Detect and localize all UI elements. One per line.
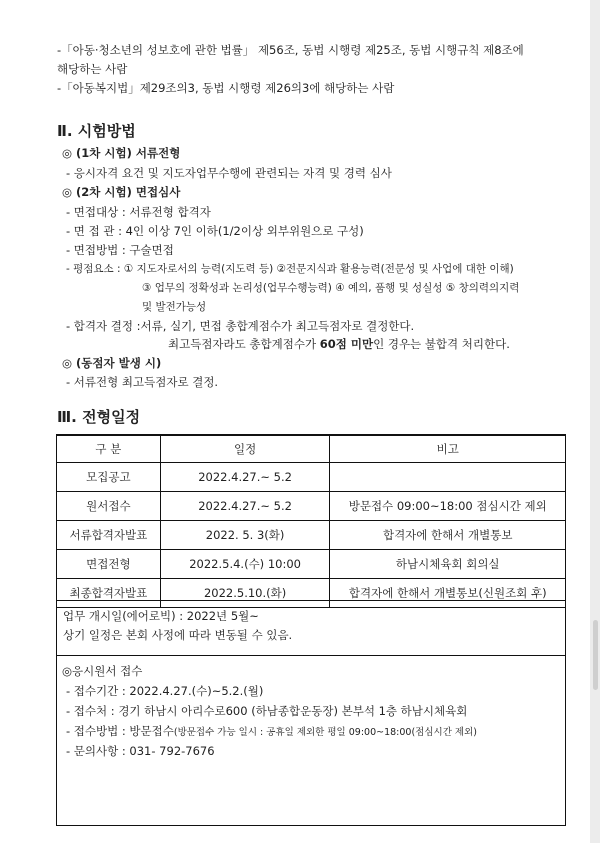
- schedule-notes-box: [56, 600, 566, 656]
- round1-description: - 응시자격 요건 및 지도자업무수행에 관련되는 자격 및 경력 심사: [66, 166, 392, 180]
- section-3-title: Ⅲ. 전형일정: [57, 408, 141, 426]
- application-method-label: - 접수방법 : 방문접수: [66, 724, 174, 738]
- tie-description: - 서류전형 최고득점자로 결정.: [66, 375, 219, 389]
- row-date: 2022.4.27.~ 5.2: [160, 463, 330, 492]
- interview-panel: - 면 접 관 : 4인 이상 7인 이하(1/2이상 외부위원으로 구성): [66, 224, 364, 238]
- schedule-change-note: 상기 일정은 본회 사정에 따라 변동될 수 있음.: [63, 628, 293, 642]
- header-stage: 구 분: [57, 435, 161, 463]
- round1-title: ◎ (1차 시험) 서류전형: [62, 146, 181, 160]
- row-date: 2022.5.10.(화): [160, 579, 330, 608]
- application-place: - 접수처 : 경기 하남시 아리수로600 (하남종합운동장) 본부석 1층 하남시체육회: [66, 704, 468, 718]
- application-method: [66, 724, 477, 740]
- table-row: [57, 492, 566, 521]
- work-start-date: 업무 개시일(에어로빅) : 2022년 5월~: [63, 609, 259, 623]
- decision-threshold: 60점 미만: [319, 337, 374, 351]
- eligibility-line-2: 해당하는 사람: [57, 62, 128, 76]
- row-note: 합격자에 한해서 개별통보(신원조회 후): [330, 579, 566, 608]
- scrollbar-thumb[interactable]: [593, 620, 598, 690]
- row-date: 2022.4.27.~ 5.2: [160, 492, 330, 521]
- decision-pre: 최고득점자라도 총합계점수가: [168, 337, 320, 351]
- row-stage: 서류합격자발표: [57, 521, 161, 550]
- table-row: [57, 550, 566, 579]
- row-note: 방문접수 09:00~18:00 점심시간 제외: [330, 492, 566, 521]
- header-date: 일정: [160, 435, 330, 463]
- row-stage: 모집공고: [57, 463, 161, 492]
- round2-title: ◎ (2차 시험) 면접심사: [62, 185, 181, 199]
- eligibility-line-1: -「아동·청소년의 성보호에 관한 법률」 제56조, 동법 시행령 제25조, 동법 시행규칙 제8조에: [57, 43, 524, 57]
- row-stage: 최종합격자발표: [57, 579, 161, 608]
- eligibility-line-3: -「아동복지법」제29조의3, 동법 시행령 제26의3에 해당하는 사람: [57, 81, 395, 95]
- decision-line-1: - 합격자 결정 :서류, 실기, 면접 총합계점수가 최고득점자로 결정한다.: [66, 319, 415, 333]
- interview-target: - 면접대상 : 서류전형 합격자: [66, 205, 211, 219]
- criteria-line-3: 및 발전가능성: [142, 301, 207, 313]
- schedule-table: [56, 434, 566, 608]
- header-note: 비고: [330, 435, 566, 463]
- application-box: [56, 655, 566, 826]
- row-note: 하남시체육회 회의실: [330, 550, 566, 579]
- section-2-title: Ⅱ. 시험방법: [57, 122, 136, 140]
- row-stage: 면접전형: [57, 550, 161, 579]
- table-header-row: [57, 435, 566, 463]
- application-title: ◎응시원서 접수: [62, 664, 143, 678]
- table-row: [57, 521, 566, 550]
- application-contact: - 문의사항 : 031- 792-7676: [66, 744, 215, 758]
- row-note: [330, 463, 566, 492]
- application-method-detail: (방문접수 가능 일시 : 공휴일 제외한 평일 09:00~18:00(점심시간 제외): [173, 727, 477, 738]
- decision-post: 인 경우는 불합격 처리한다.: [373, 337, 510, 351]
- decision-line-2: [168, 337, 510, 352]
- interview-method: - 면접방법 : 구술면접: [66, 243, 174, 257]
- row-note: 합격자에 한해서 개별통보: [330, 521, 566, 550]
- criteria-line-1: - 평점요소 : ① 지도자로서의 능력(지도력 등) ②전문지식과 활용능력(전문성 및 사업에 대한 이해): [66, 263, 514, 275]
- tie-title: ◎ (동점자 발생 시): [62, 356, 162, 370]
- criteria-line-2: ③ 업무의 정확성과 논리성(업무수행능력) ④ 예의, 품행 및 성실성 ⑤ 창의력의지력: [142, 282, 520, 294]
- vertical-scrollbar[interactable]: [590, 0, 600, 843]
- table-row: [57, 463, 566, 492]
- row-stage: 원서접수: [57, 492, 161, 521]
- application-period: - 접수기간 : 2022.4.27.(수)~5.2.(월): [66, 684, 264, 698]
- row-date: 2022.5.4.(수) 10:00: [160, 550, 330, 579]
- row-date: 2022. 5. 3(화): [160, 521, 330, 550]
